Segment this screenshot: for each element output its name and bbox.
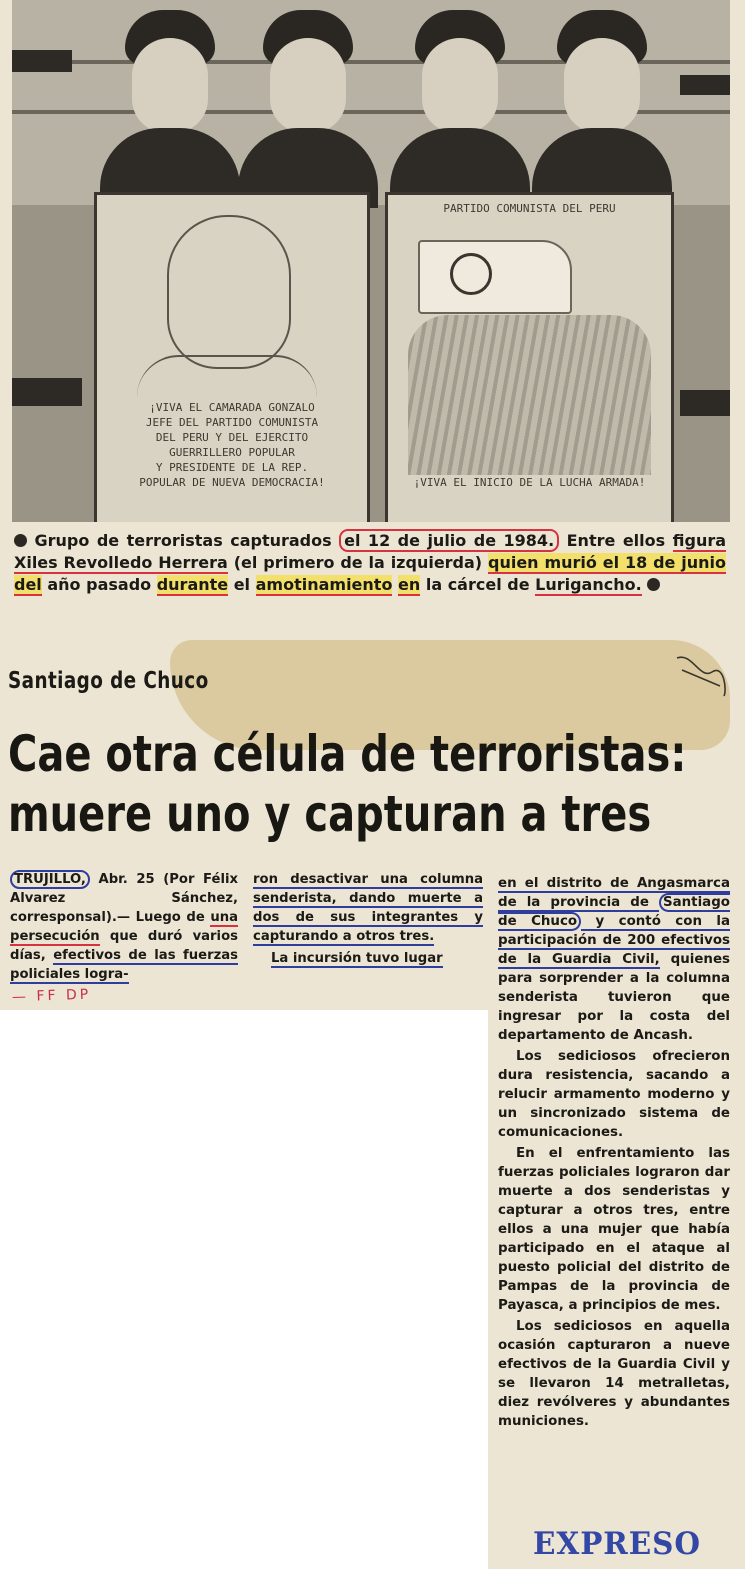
photo-person-4 <box>532 10 672 200</box>
poster-right-slogan: ¡VIVA EL INICIO DE LA LUCHA ARMADA! <box>413 476 646 489</box>
place-name: Santiago de Chuco <box>498 895 730 929</box>
news-photo <box>12 0 730 522</box>
bullet-icon <box>647 578 660 591</box>
poster-gonzalo <box>94 192 370 522</box>
caption-date: el 12 de julio de 1984. <box>339 529 559 552</box>
poster-left-text: ¡VIVA EL CAMARADA GONZALO JEFE DEL PARTIDO COMUNISTA DEL PERU Y DEL EJERCITO GUERRILLERO POPULAR Y PRESIDENTE DE LA REP. POPULAR DE NUEVA DEMOCRACIA! <box>139 401 325 489</box>
headline <box>8 724 728 844</box>
photo-person-1 <box>100 10 240 200</box>
article-paragraph: Los sediciosos ofrecieron dura resistencia, sacando a relucir armamento moderno y un sincronizado sistema de comunicaciones. <box>498 1049 730 1140</box>
section-kicker: Santiago de Chuco <box>8 668 209 694</box>
headline-line-1: Cae otra célula de terroristas: <box>8 725 687 783</box>
hammer-sickle-icon <box>450 253 492 295</box>
pen-scribble-icon <box>672 650 732 700</box>
article-paragraph: Los sediciosos en aquella ocasión capturaron a nueve efectivos de la Guardia Civil y se llevaron 14 metralletas, diez revólveres y abundantes municiones. <box>498 1319 730 1429</box>
poster-party <box>385 192 674 522</box>
flag-icon <box>418 240 572 314</box>
photo-person-3 <box>390 10 530 200</box>
photo-caption: Grupo de terroristas capturados el 12 de julio de 1984. Entre ellos figura Xiles Revolledo Herrera (el primero de la izquierda) quien murió el 18 de junio del año pasado durante el amotinamiento en la cárcel de Lurigancho. <box>14 531 727 594</box>
crowd-illustration <box>408 315 651 475</box>
article-paragraph: En el enfrentamiento las fuerzas policiales lograron dar muerte a dos senderistas y capturar a otros tres, entre ellos a una mujer que había participado en el ataque al puesto policial del distrito de Pampas de la provincia de Payasca, a principios de mes. <box>498 1146 730 1313</box>
headline-line-2: muere uno y capturan a tres <box>8 785 652 843</box>
poster-right-title: PARTIDO COMUNISTA DEL PERU <box>443 202 616 215</box>
bullet-icon <box>14 534 27 547</box>
newspaper-logo: EXPRESO <box>533 1526 701 1562</box>
article-column-3: en el distrito de Angasmarca de la provincia de Santiago de Chuco y contó con la participación de 200 efectivos de la Guardia Civil, quienes para sorprender a la columna senderista tuvieron que ingresar por la costa del departamento de Ancash. Los sediciosos ofrecieron dura resistencia, sacando a relucir armamento moderno y un sincronizado sistema de comunicaciones. En el enfrentamiento las fuerzas policiales lograron dar muerte a dos senderistas y capturar a otros tres, entre ellos a una mujer que había participado en el ataque al puesto policial del distrito de Pampas de la provincia de Payasca, a principios de mes. Los sediciosos en aquella ocasión capturaron a nueve efectivos de la Guardia Civil y se llevaron 14 metralletas, diez revólveres y abundantes municiones. <box>498 876 731 1429</box>
pen-note: — FF DP <box>11 986 92 1006</box>
dateline-city: TRUJILLO, <box>10 870 90 889</box>
article-column-1: TRUJILLO, Abr. 25 (Por Félix Alvarez Sánchez, corresponsal).— Luego de una persecución que duró varios días, efectivos de las fuerzas policiales logra- <box>10 872 238 982</box>
portrait-sketch <box>167 215 291 369</box>
caption-name: Xiles Revolledo Herrera <box>14 553 228 572</box>
article-column-2: ron desactivar una columna senderista, dando muerte a dos de sus integrantes y capturando a otros tres. La incursión tuvo lugar <box>253 872 483 966</box>
photo-person-2 <box>238 10 378 200</box>
